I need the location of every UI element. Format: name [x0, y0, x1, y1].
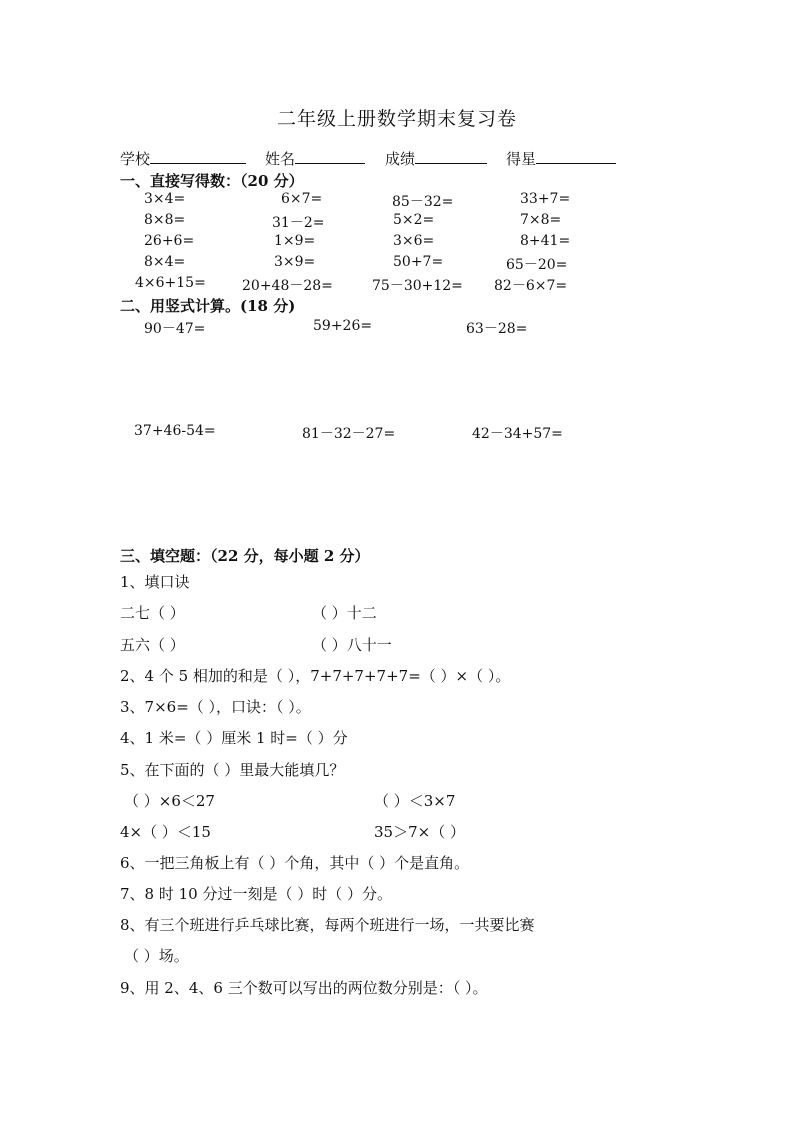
question-6: 6、一把三角板上有（ ）个角，其中（ ）个是直角。 — [120, 854, 470, 872]
vertical-calc-item: 37+46-54= — [134, 423, 216, 439]
calc-item: 65－20= — [506, 257, 568, 273]
question-2: 2、4 个 5 相加的和是（ ），7+7+7+7+7=（ ）×（ ）。 — [120, 667, 511, 685]
calc-item: 7×8= — [520, 212, 562, 228]
calc-item: 8×4= — [144, 254, 186, 270]
fill-blank-item: （ ）×6＜27 — [124, 792, 215, 810]
question-8-cont: （ ）场。 — [124, 947, 189, 965]
question-4: 4、1 米=（ ）厘米 1 时=（ ）分 — [120, 729, 348, 747]
calc-item: 6×7= — [281, 191, 323, 207]
calc-item: 3×9= — [274, 254, 316, 270]
score-label: 成绩 — [385, 150, 416, 168]
question-3: 3、7×6=（ ），口诀：（ ）。 — [120, 698, 311, 716]
question-7: 7、8 时 10 分过一刻是（ ）时（ ）分。 — [120, 885, 393, 903]
question-9: 9、用 2、4、6 三个数可以写出的两位数分别是：（ ）。 — [120, 979, 488, 997]
question-8: 8、有三个班进行乒乓球比赛，每两个班进行一场，一共要比赛 — [120, 916, 535, 934]
vertical-calc-item: 42－34+57= — [472, 426, 563, 442]
calc-item: 1×9= — [274, 233, 316, 249]
calc-item: 85－32= — [392, 194, 454, 210]
calc-item: 26+6= — [144, 233, 195, 249]
name-label: 姓名 — [265, 150, 296, 168]
calc-item: 82－6×7= — [494, 278, 568, 294]
calc-item: 3×6= — [393, 233, 435, 249]
calc-item: 8+41= — [520, 233, 571, 249]
star-field — [506, 148, 616, 169]
vertical-calc-item: 81－32－27= — [302, 426, 396, 442]
section2-heading: 二、用竖式计算。(18 分) — [120, 297, 296, 315]
page-title: 二年级上册数学期末复习卷 — [276, 108, 517, 130]
vertical-calc-item: 59+26= — [313, 318, 373, 334]
calc-item: 50+7= — [393, 254, 444, 270]
fill-blank-item: （ ）＜3×7 — [374, 792, 456, 810]
calc-item: 33+7= — [520, 191, 571, 207]
calc-item: 4×6+15= — [135, 275, 206, 291]
score-field — [385, 148, 487, 169]
vertical-calc-item: 90－47= — [144, 321, 206, 337]
calc-item: 75－30+12= — [372, 278, 463, 294]
calc-item: 8×8= — [144, 212, 186, 228]
name-blank[interactable] — [295, 149, 365, 164]
vertical-calc-item: 63－28= — [466, 321, 528, 337]
section1-heading: 一、直接写得数：（20 分） — [120, 172, 304, 190]
fill-blank-item: （ ）十二 — [312, 604, 377, 622]
calc-item: 5×2= — [393, 212, 435, 228]
school-label: 学校 — [120, 150, 151, 168]
fill-blank-item: 35＞7×（ ） — [374, 823, 465, 841]
star-blank[interactable] — [536, 149, 616, 164]
calc-item: 3×4= — [144, 191, 186, 207]
question-5: 5、在下面的（ ）里最大能填几？ — [120, 761, 345, 779]
fill-blank-item: 二七（ ） — [120, 604, 185, 622]
score-blank[interactable] — [415, 149, 487, 164]
name-field — [265, 148, 365, 169]
calc-item: 20+48－28= — [242, 278, 333, 294]
star-label: 得星 — [506, 150, 537, 168]
fill-blank-item: 五六（ ） — [120, 636, 185, 654]
section3-heading: 三、填空题：（22 分，每小题 2 分） — [120, 547, 370, 565]
calc-item: 31－2= — [272, 215, 325, 231]
question-1: 1、填口诀 — [120, 573, 190, 591]
school-field — [120, 148, 246, 169]
fill-blank-item: 4×（ ）＜15 — [120, 823, 211, 841]
school-blank[interactable] — [150, 149, 246, 164]
fill-blank-item: （ ）八十一 — [312, 636, 392, 654]
